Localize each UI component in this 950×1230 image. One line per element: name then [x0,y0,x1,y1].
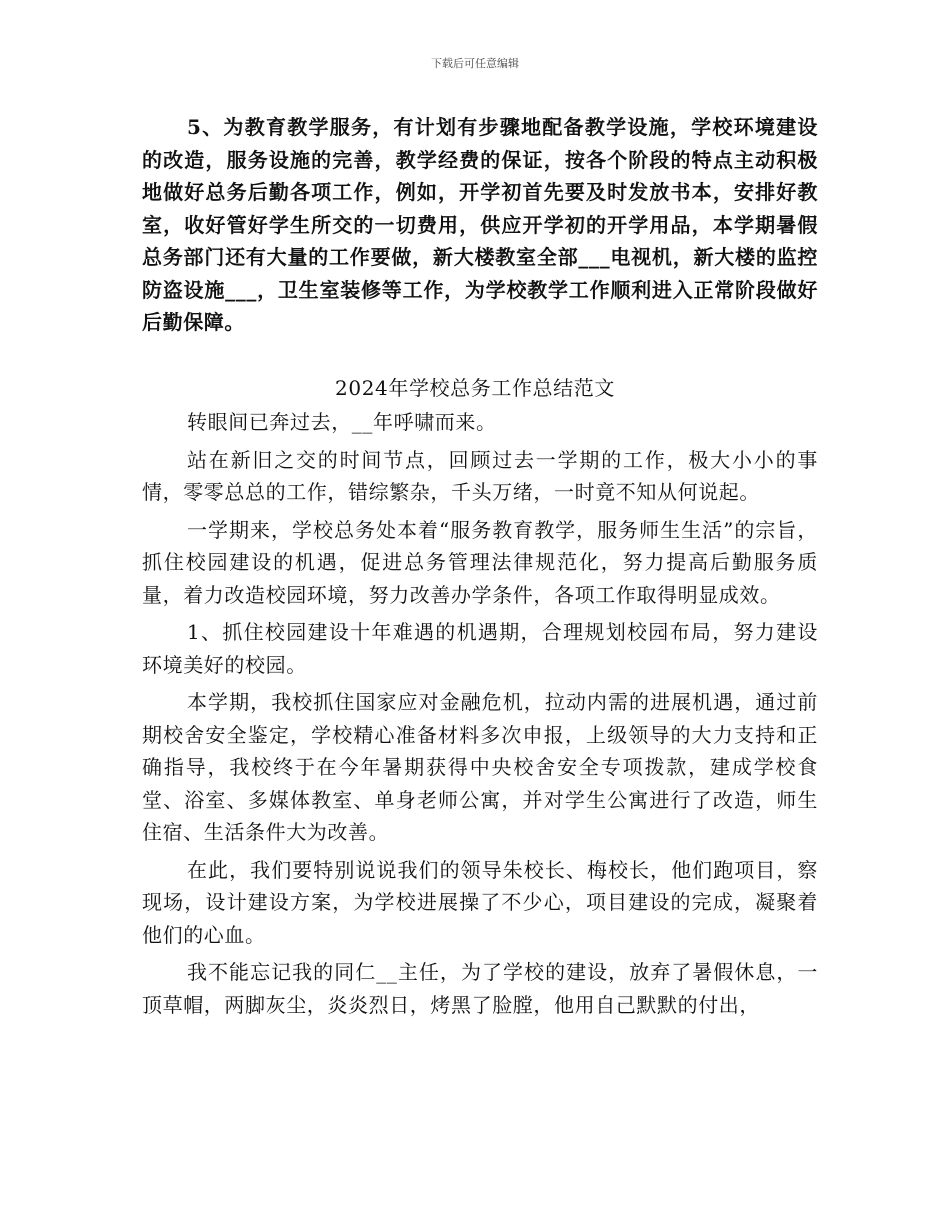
bold-paragraph-item-5: 5、为教育教学服务，有计划有步骤地配备教学设施，学校环境建设的改造，服务设施的完善，教学经费的保证，按各个阶段的特点主动积极地做好总务后勤各项工作，例如，开学初首先要及时发放书本，安排好教室，收好管好学生所交的一切费用，供应开学初的开学用品，本学期暑假总务部门还有大量的工作要做，新大楼教室全部___电视机，新大楼的监控防盗设施___，卫生室装修等工作，为学校教学工作顺利进入正常阶段做好后勤保障。 [142,115,818,334]
section-title: 2024年学校总务工作总结范文 [335,376,615,400]
paragraph-3: 一学期来，学校总务处本着“服务教育教学，服务师生生活”的宗旨，抓住校园建设的机遇，促进总务管理法律规范化，努力提高后勤服务质量，着力改造校园环境，努力改善办学条件，各项工作取得明显成效。 [142,517,818,607]
header-note: 下载后可任意编辑 [431,57,519,70]
paragraph-5: 本学期，我校抓住国家应对金融危机，拉动内需的进展机遇，通过前期校舍安全鉴定，学校精心准备材料多次申报，上级领导的大力支持和正确指导，我校终于在今年暑期获得中央校舍安全专项拨款，建成学校食堂、浴室、多媒体教室、单身老师公寓，并对学生公寓进行了改造，师生住宿、生活条件大为改善。 [142,690,818,844]
paragraph-7: 我不能忘记我的同仁__主任，为了学校的建设，放弃了暑假休息，一顶草帽，两脚灰尘，炎炎烈日，烤黑了脸膛，他用自己默默的付出， [142,960,818,1017]
paragraph-2: 站在新旧之交的时间节点，回顾过去一学期的工作，极大小小的事情，零零总总的工作，错综繁杂，千头万绪，一时竟不知从何说起。 [142,447,818,504]
section-body [142,406,818,1026]
paragraph-6: 在此，我们要特别说说我们的领导朱校长、梅校长，他们跑项目，察现场，设计建设方案，为学校进展操了不少心，项目建设的完成，凝聚着他们的心血。 [142,857,818,947]
paragraph-4: 1、抓住校园建设十年难遇的机遇期，合理规划校园布局，努力建设环境美好的校园。 [142,620,818,677]
paragraph-1: 转眼间已奔过去，__年呼啸而来。 [187,410,497,434]
